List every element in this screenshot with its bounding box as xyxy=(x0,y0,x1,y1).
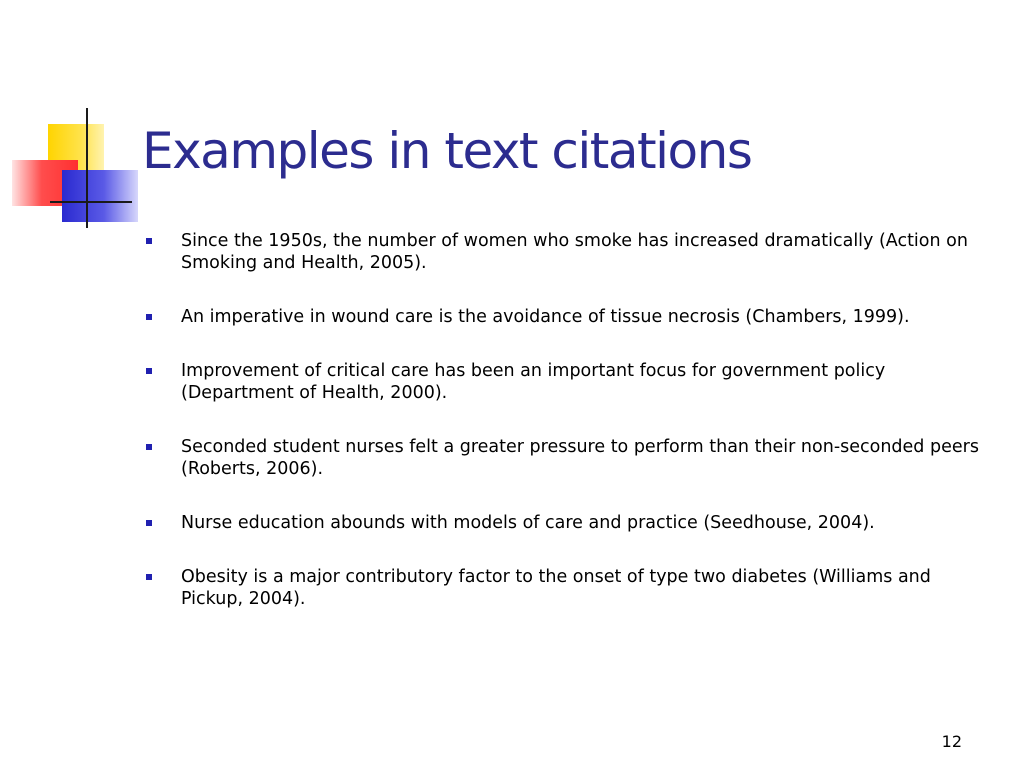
vertical-line xyxy=(86,108,88,228)
bullet-item xyxy=(146,436,996,480)
square-bullet-icon xyxy=(146,444,152,450)
bullet-item xyxy=(146,566,996,610)
blue-square xyxy=(62,170,138,222)
slide-title: Examples in text citations xyxy=(142,122,752,180)
square-bullet-icon xyxy=(146,520,152,526)
bullet-item xyxy=(146,512,996,534)
horizontal-line xyxy=(50,201,132,203)
bullet-item xyxy=(146,230,996,274)
bullet-text: Improvement of critical care has been an important focus for government policy (Department of Health, 2000). xyxy=(181,361,886,403)
bullet-text: Seconded student nurses felt a greater pressure to perform than their non-seconded peers (Roberts, 2006). xyxy=(181,437,979,479)
decorative-squares-logo xyxy=(0,0,150,240)
page-number: 12 xyxy=(941,732,962,751)
bullet-list xyxy=(146,230,996,642)
square-bullet-icon xyxy=(146,314,152,320)
bullet-item xyxy=(146,360,996,404)
square-bullet-icon xyxy=(146,368,152,374)
square-bullet-icon xyxy=(146,574,152,580)
bullet-text: An imperative in wound care is the avoidance of tissue necrosis (Chambers, 1999). xyxy=(181,307,910,327)
bullet-text: Nurse education abounds with models of care and practice (Seedhouse, 2004). xyxy=(181,513,875,533)
square-bullet-icon xyxy=(146,238,152,244)
bullet-item xyxy=(146,306,996,328)
bullet-text: Since the 1950s, the number of women who smoke has increased dramatically (Action on Smoking and Health, 2005). xyxy=(181,231,968,273)
bullet-text: Obesity is a major contributory factor to the onset of type two diabetes (Williams and Pickup, 2004). xyxy=(181,567,931,609)
